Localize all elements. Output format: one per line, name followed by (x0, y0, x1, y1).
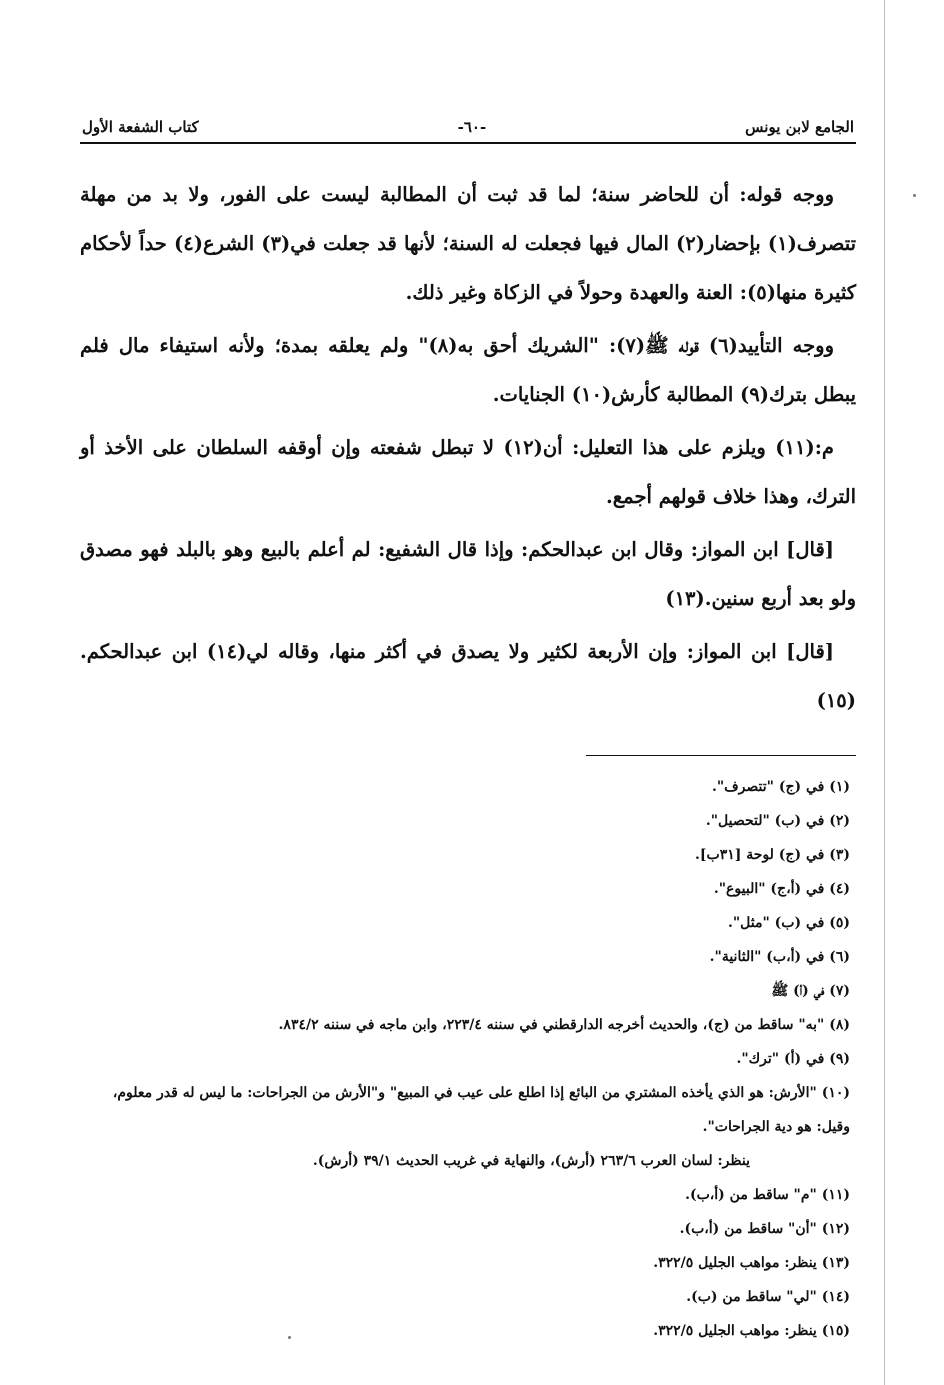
footnote: (١٣) ينظر: مواهب الجليل ٣٢٢/٥. (653, 1255, 850, 1271)
footnote-separator (586, 755, 856, 756)
paragraph: ووجه قوله: أن للحاضر سنة؛ لما قد ثبت أن المطالبة ليست على الفور، ولا بد من مهلة تتصرف(١) بإحضار(٢) المال فيها فجعلت له السنة؛ لأنها قد جعلت في(٣) الشرع(٤) حداً لأحكام كثيرة منها(٥): العنة والعهدة وحولاً في الزكاة وغير ذلك. (80, 183, 856, 304)
footnotes (80, 770, 856, 1348)
footnote: (٥) في (ب) "مثل". (728, 915, 850, 931)
footnote: (١٤) "لي" ساقط من (ب). (686, 1289, 850, 1305)
header-book-title: الجامع لابن يونس (745, 118, 854, 136)
footnote: (٧) في (أ) ﷺ (771, 983, 850, 999)
footnote: (٩) في (أ) "ترك". (736, 1051, 850, 1067)
footnote: (٨) "به" ساقط من (ج)، والحديث أخرجه الدارقطني في سننه ٢٢٣/٤، وابن ماجه في سننه ٨٣٤/٢. (278, 1017, 850, 1033)
scan-speck (913, 194, 916, 197)
document-page (80, 118, 856, 1368)
page-number: -٦٠- (457, 118, 487, 136)
footnote: (٦) في (أ،ب) "الثانية". (709, 949, 850, 965)
footnote: (١٥) ينظر: مواهب الجليل ٣٢٢/٥. (653, 1323, 850, 1339)
footnote: (١) في (ج) "تتصرف". (711, 779, 850, 795)
paragraph: م:(١١) ويلزم على هذا التعليل: أن(١٢) لا تبطل شفعته وإن أوقفه السلطان على الأخذ أو الترك، وهذا خلاف قولهم أجمع. (80, 436, 856, 508)
footnote-reference: ينظر: لسان العرب ٢٦٣/٦ (أرش)، والنهاية في غريب الحديث ٣٩/١ (أرش). (312, 1153, 750, 1169)
footnote: (٣) في (ج) لوحة [٣١ب]. (695, 847, 850, 863)
paragraph: [قال] ابن المواز: وقال ابن عبدالحكم: وإذا قال الشفيع: لم أعلم بالبيع وهو بالبلد فهو مصدق ولو بعد أربع سنين.(١٣) (80, 538, 856, 610)
page-edge-line (884, 0, 885, 1385)
running-header (80, 118, 856, 144)
header-chapter-title: كتاب الشفعة الأول (82, 118, 199, 136)
footnote: (٤) في (أ،ج) "البيوع". (713, 881, 850, 897)
footnote: (١١) "م" ساقط من (أ،ب). (685, 1187, 850, 1203)
paragraph: [قال] ابن المواز: وإن الأربعة لكثير ولا يصدق في أكثر منها، وقاله لي(١٤) ابن عبدالحكم.(١٥) (80, 640, 856, 712)
main-text (80, 170, 856, 725)
footnote: (١٢) "أن" ساقط من (أ،ب). (679, 1221, 850, 1237)
footnote: (٢) في (ب) "لتحصيل". (705, 813, 850, 829)
paragraph: ووجه التأييد(٦) قوله ﷺ(٧): "الشريك أحق به(٨)" ولم يعلقه بمدة؛ ولأنه استيفاء مال فلم يبطل بترك(٩) المطالبة كأرش(١٠) الجنايات. (80, 334, 856, 406)
footnote: (١٠) "الأرش: هو الذي يأخذه المشتري من البائع إذا اطلع على عيب في المبيع" و"الأرش من الجراحات: ما ليس له قدر معلوم، وقيل: هو دية الجراحات". (112, 1085, 850, 1135)
